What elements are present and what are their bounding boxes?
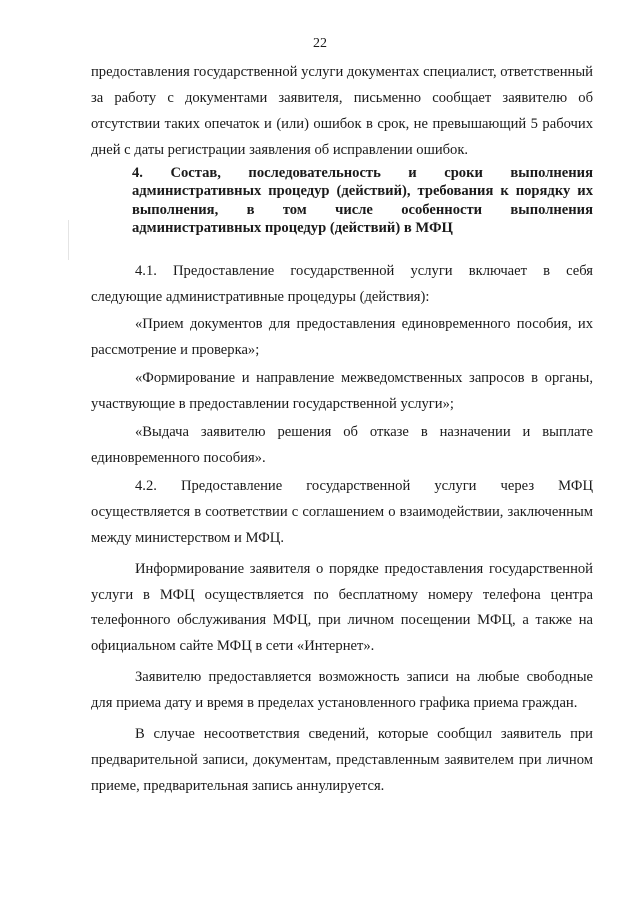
paragraph-informing: Информирование заявителя о порядке предоставления государственной услуги в МФЦ осуществляется по бесплатному номеру телефона центра телефонного обслуживания МФЦ, при личном посещении МФЦ, а также на официальном сайте МФЦ в сети «Интернет».	[91, 560, 593, 655]
paragraph-4-2: 4.2. Предоставление государственной услуги через МФЦ осуществляется в соответствии с соглашением о взаимодействии, заключенным между министерством и МФЦ.	[91, 477, 593, 546]
paragraph-procedure-2: «Формирование и направление межведомственных запросов в органы, участвующие в предоставлении государственной услуги»;	[91, 370, 593, 413]
paragraph-4-1: 4.1. Предоставление государственной услуги включает в себя следующие административные процедуры (действия):	[91, 262, 593, 305]
paragraph-mismatch: В случае несоответствия сведений, которые сообщил заявитель при предварительной записи, документам, представленным заявителем при личном приеме, предварительная запись аннулируется.	[91, 726, 593, 794]
paragraph-procedure-3: «Выдача заявителю решения об отказе в назначении и выплате единовременного пособия».	[91, 424, 593, 466]
section-heading: 4. Состав, последовательность и сроки выполнения административных процедур (действий), требования к порядку их выполнения, в том числе особенности выполнения административных процедур (действий) в МФЦ	[132, 164, 593, 237]
paragraph-continuation: предоставления государственной услуги документах специалист, ответственный за работу с документами заявителя, письменно сообщает заявителю об отсутствии таких опечаток и (или) ошибок в срок, не превышающий 5 рабочих дней с даты регистрации заявления об исправлении ошибок.	[91, 64, 593, 158]
paragraph-appointment: Заявителю предоставляется возможность записи на любые свободные для приема дату и время в пределах установленного графика приема граждан.	[91, 669, 593, 712]
document-body	[91, 60, 593, 800]
page-number: 22	[313, 36, 327, 51]
paragraph-procedure-1: «Прием документов для предоставления единовременного пособия, их рассмотрение и проверка»;	[91, 316, 593, 359]
scan-margin-mark	[68, 220, 69, 260]
